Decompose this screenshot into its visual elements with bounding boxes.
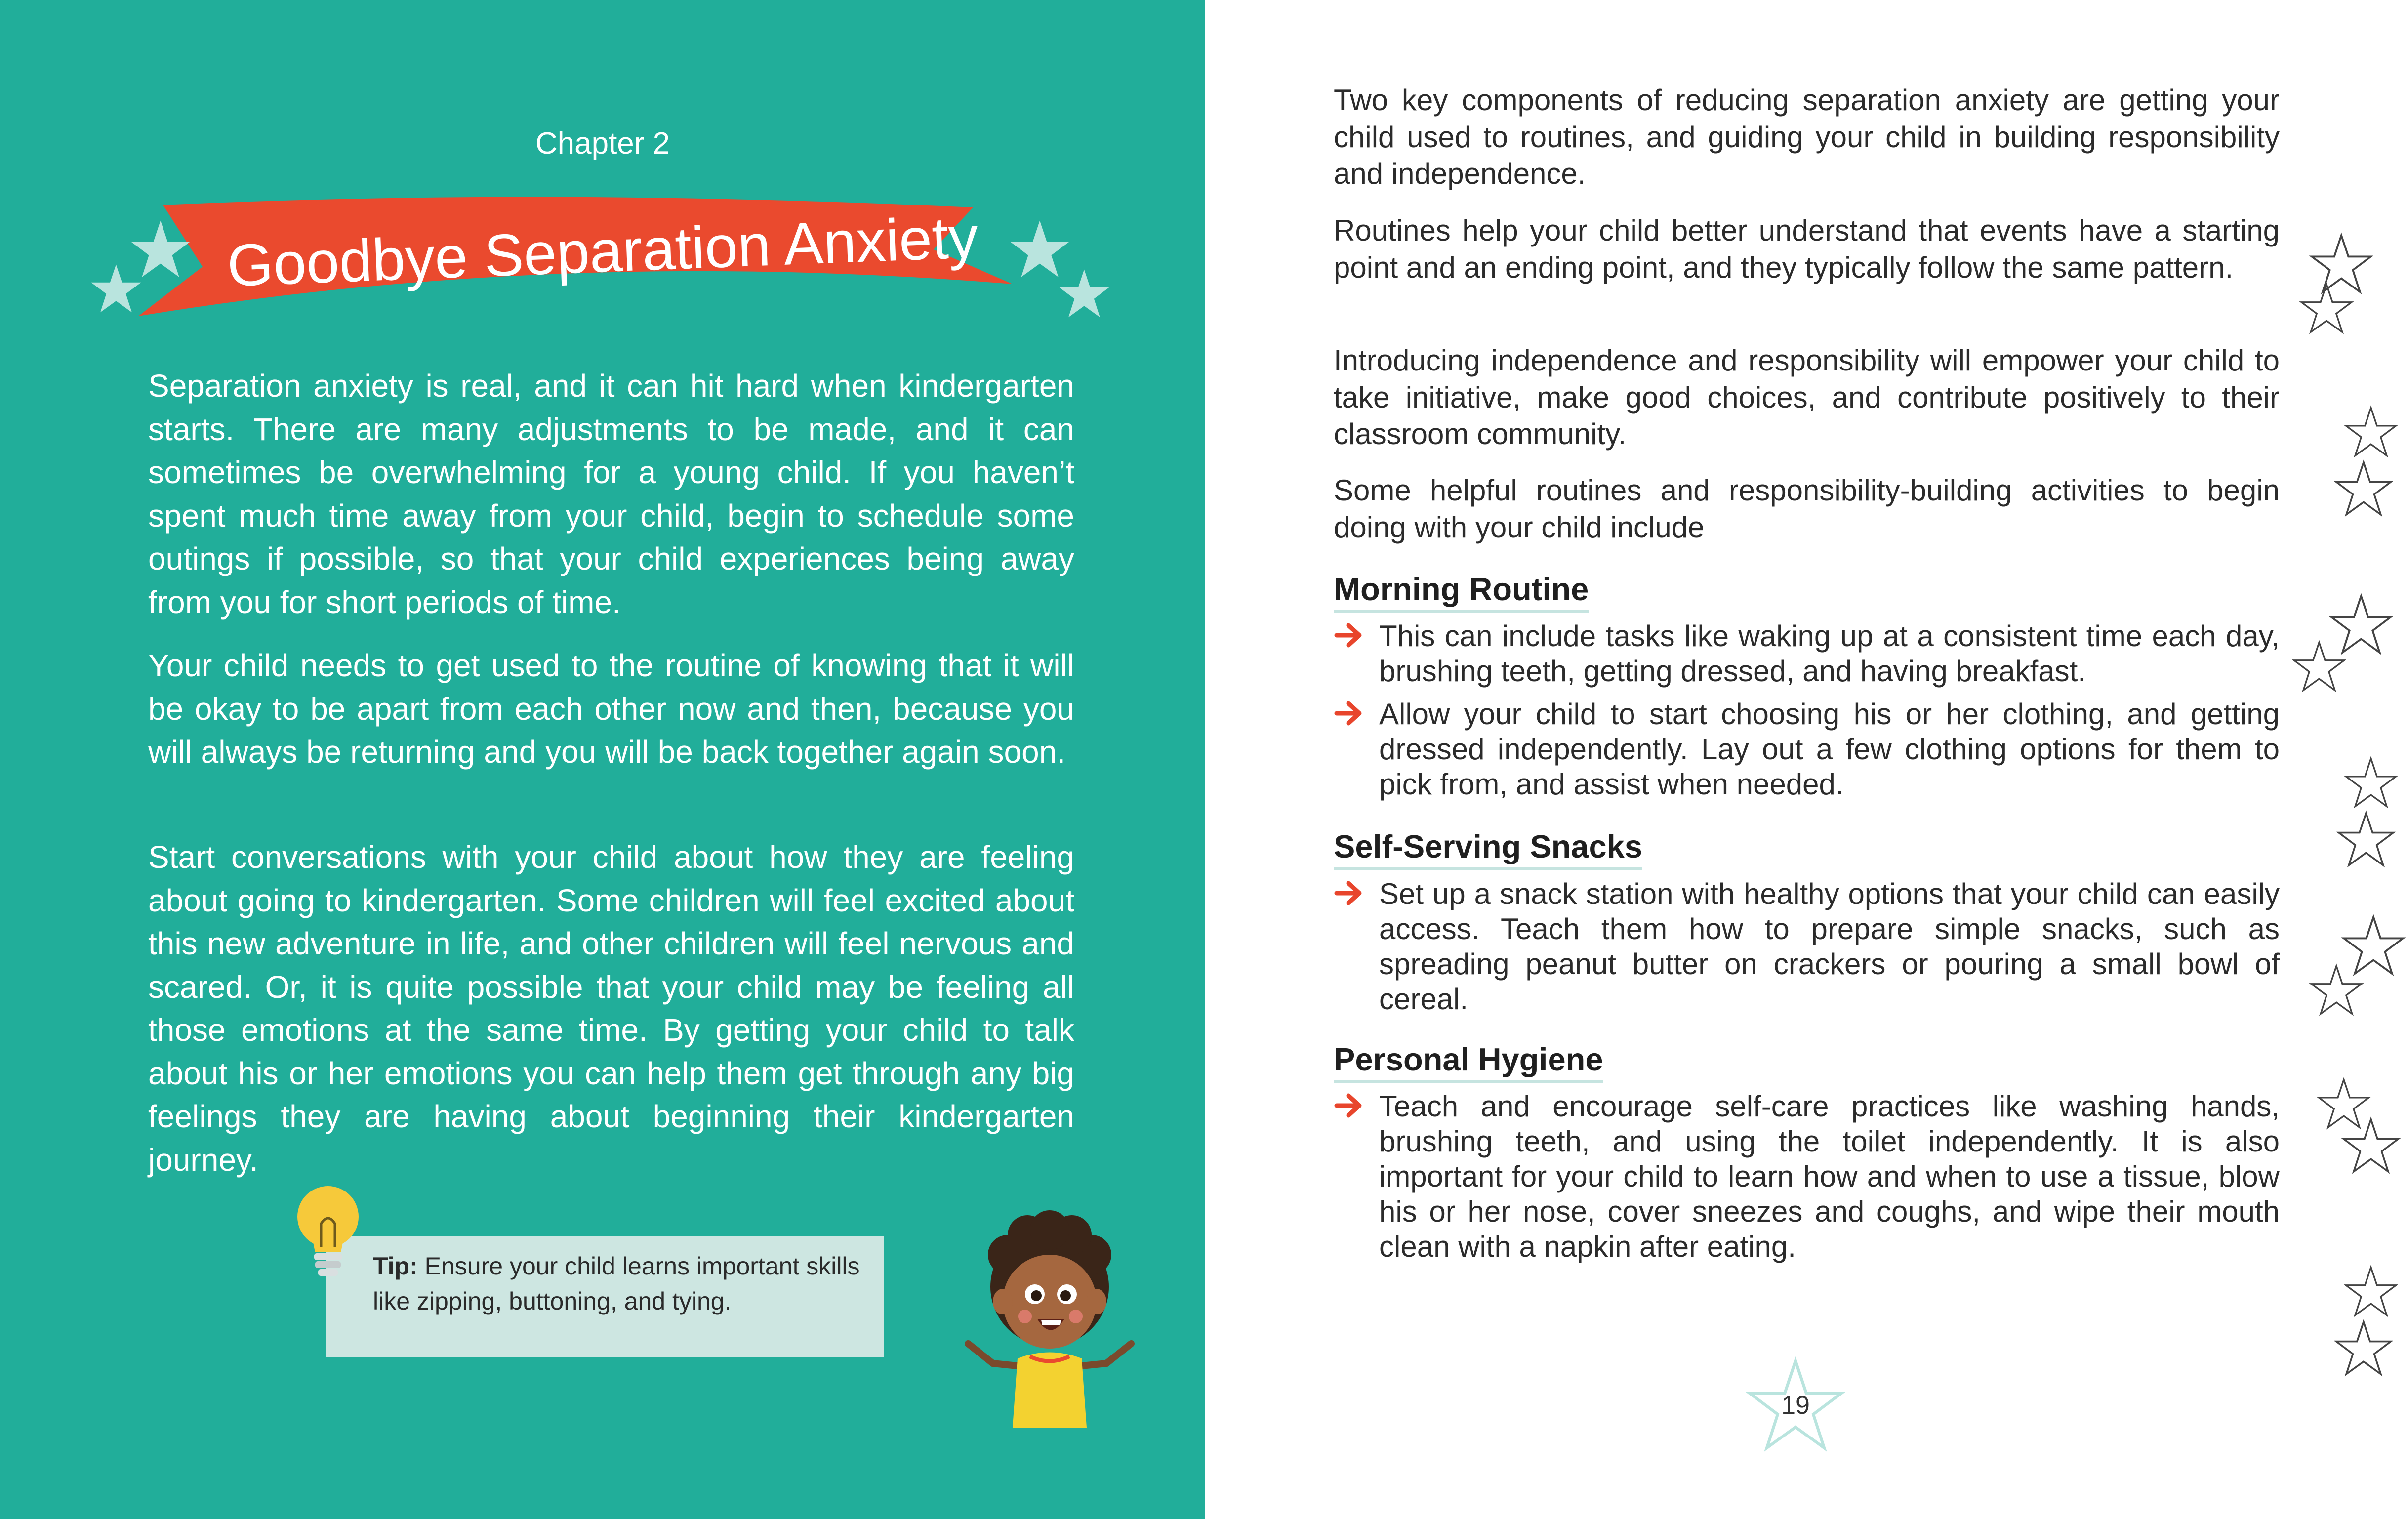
tip-body: Ensure your child learns important skills like zipping, buttoning, and tying. <box>373 1252 860 1315</box>
chapter-title: Goodbye Separation Anxiety <box>226 204 980 299</box>
section-heading: Self-Serving Snacks <box>1334 827 1642 870</box>
tip-label: Tip: <box>373 1252 418 1280</box>
intro-paragraph: Introducing independence and responsibility will empower your child to take initiative, make good choices, and contribute positively to their classroom community. <box>1334 344 2280 451</box>
star-outline-icon <box>2299 282 2354 336</box>
star-outline-icon <box>2344 405 2398 459</box>
page-number: 19 <box>1781 1391 1810 1420</box>
star-outline-icon <box>2344 1265 2398 1319</box>
intro-paragraph: Two key components of reducing separation anxiety are getting your child used to routines, and guiding your child in building responsibility and independence. <box>1334 83 2280 190</box>
intro-paragraph: Some helpful routines and responsibility-building activities to begin doing with your child include <box>1334 474 2280 544</box>
star-outline-icon <box>2292 640 2346 694</box>
arrow-right-icon <box>1334 698 1363 728</box>
chapter-label: Chapter 2 <box>535 126 670 161</box>
arrow-right-icon <box>1334 620 1363 650</box>
lightbulb-icon <box>292 1183 364 1282</box>
star-icon <box>89 262 143 316</box>
star-outline-icon <box>2309 963 2364 1018</box>
bullet-text: Set up a snack station with healthy options that your child can easily access. Teach them how to prepare simple snacks, such as spreading peanut butter on crackers or pouring a small bowl of cereal. <box>1379 877 2280 1016</box>
body-paragraph: Start conversations with your child about how they are feeling about going to kindergarten. Some children will feel excited about this new adventure in life, and other children will feel nervous and scared. Or, it is quite possible that your child may be feeling all those emotions at the same time. By getting your child to talk about his or her emotions you can help them get through any big feelings they are having about beginning their kindergarten journey. <box>148 839 1074 1178</box>
arrow-right-icon <box>1334 878 1363 908</box>
child-illustration <box>963 1195 1136 1428</box>
right-page <box>1205 0 2408 1519</box>
star-outline-icon <box>2336 810 2396 869</box>
bullet-text: This can include tasks like waking up at a consistent time each day, brushing teeth, getting dressed, and having breakfast. <box>1379 619 2280 688</box>
star-outline-icon <box>2344 756 2398 810</box>
body-paragraph: Your child needs to get used to the routine of knowing that it will be okay to be apart from each other now and then, because you will always be returning and you will be back together again soon. <box>148 648 1074 770</box>
body-paragraph: Separation anxiety is real, and it can hit hard when kindergarten starts. There are many adjustments to be made, and it can sometimes be overwhelming for a young child. If you haven’t spent much time away from your child, begin to schedule some outings if possible, so that your child experiences being away from you for short periods of time. <box>148 368 1074 620</box>
arrow-right-icon <box>1334 1091 1363 1120</box>
star-outline-icon <box>2341 1116 2401 1176</box>
tip-text <box>373 1249 867 1319</box>
intro-paragraph: Routines help your child better understand that events have a starting point and an ending point, and they typically follow the same pattern. <box>1334 214 2280 284</box>
section-heading: Morning Routine <box>1334 570 1589 613</box>
section-heading: Personal Hygiene <box>1334 1040 1603 1083</box>
star-outline-icon <box>2334 459 2393 519</box>
bullet-text: Allow your child to start choosing his or her clothing, and getting dressed independently. Lay out a few clothing options for them to pick from, and assist when needed. <box>1379 698 2280 801</box>
star-icon <box>1057 267 1111 321</box>
star-outline-icon <box>2334 1319 2393 1378</box>
bullet-text: Teach and encourage self-care practices like washing hands, brushing teeth, and using the toilet independently. It is also important for your child to learn how and when to use a tissue, blow his or her nose, cover sneezes and coughs, and wipe their mouth clean with a napkin after eating. <box>1379 1090 2280 1263</box>
